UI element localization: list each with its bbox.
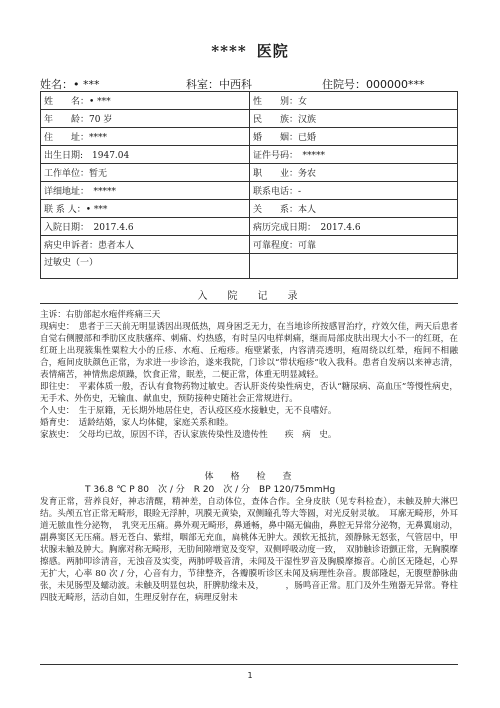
table-cell: 联 系 人：• ***: [41, 200, 250, 218]
admission-number-header: [322, 76, 425, 92]
table-cell: [250, 254, 458, 279]
hospital-title: [0, 40, 500, 61]
dept-label: 科室：: [186, 78, 219, 91]
table-row: [41, 92, 458, 110]
table-cell: 姓 名：• ***: [41, 92, 250, 110]
history-section: [40, 309, 458, 441]
table-cell: 可靠程度：可靠: [250, 236, 458, 254]
table-cell: 证件号码： *****: [250, 146, 458, 164]
exam-findings: 发育正常，营养良好，神志清醒，精神差，自动体位，查体合作。全身皮肤（见专科检查），未触及肿大淋巴结。头颅五官正常无畸形，眼睑无浮肿，巩膜无黄染，双侧瞳孔等大等圆，对光反射灵敏。 耳廓无畸形，外耳道无脓血性分泌物， 乳突无压痛。鼻外观无畸形，鼻通畅，鼻中隔无偏曲，鼻腔无异常分泌物，无鼻翼扇动，副鼻窦区无压痛。唇无苍白、紫绀，咽部无充血，扁桃体无肿大。颈软无抵抗，颈静脉无怒张，气管居中，甲状腺未触及肿大。胸廓对称无畸形，无肋间隙增宽及变窄，双侧呼吸动度一致， 双肺触诊语颤正常，无胸膜摩擦感。两肺叩诊清音，无浊音及实变，两肺呼吸音清，未闻及干湿性罗音及胸膜摩擦音。心前区无隆起，心界无扩大，心率 80 次 / 分，心音有力，节律整齐，各瓣膜听诊区未闻及病理性杂音。腹部隆起，无腹壁静脉曲张，未见肠型及蠕动波。未触及明显包块，肝脾肋缘未及， ，肠鸣音正常。肛门及外生殖器无异常。脊柱四肢无畸形，活动自如，生理反射存在，病理反射未: [40, 497, 458, 603]
table-row: [41, 128, 458, 146]
table-row: [41, 164, 458, 182]
table-cell: 工作单位：暂无: [41, 164, 250, 182]
table-cell: 联系电话：-: [250, 182, 458, 200]
table-cell: 性 别：女: [250, 92, 458, 110]
name-label: 姓名：: [40, 78, 73, 91]
table-cell: 婚 姻：已婚: [250, 128, 458, 146]
table-cell: 民 族：汉族: [250, 110, 458, 128]
table-cell: 年 龄：70 岁: [41, 110, 250, 128]
present-illness: 现病史： 患者于三天前无明显诱因出现低热，周身困乏无力，在当地诊所按感冒治疗，疗效欠佳，两天后患者自觉右侧腰部和季肋区皮肤瘙痒、刺痛、灼热感，有时呈闪电样刺痛，继而局部皮肤出现大小不一的红斑，在红斑上出现簇集性粟粒大小的丘疹、水疱、丘疱疹。疱壁紧张，内容清亮透明，疱周绕以红晕，疱间不相融合，疱间皮肤颜色正常，为求进一步诊治，遂来我院，门诊以“带状疱疹”收入我科。患者自发病以来神志清，表情痛苦，神情焦虑烦躁，饮食正常，眠差，二便正常，体重无明显减轻。: [40, 322, 458, 380]
dept-value: 中西科: [219, 78, 252, 91]
department-header: [186, 76, 252, 92]
table-row: [41, 236, 458, 254]
admit-no-label: 住院号：: [322, 78, 366, 91]
chief-complaint: 主诉：右肋部起水疱伴疼痛三天: [40, 310, 161, 320]
table-row: [41, 182, 458, 200]
table-row: [41, 110, 458, 128]
table-row: [41, 200, 458, 218]
patient-name-header: [40, 76, 100, 92]
table-cell: 详细地址： *****: [41, 182, 250, 200]
family-history: 家族史： 父母均已故，原因不详，否认家族传染性及遗传性 疾 病 史。: [40, 430, 337, 440]
table-row: [41, 254, 458, 279]
admission-record-title: 入 院 记 录: [197, 291, 303, 302]
past-history: 即往史： 平素体质一般，否认有食物药物过敏史。否认肝炎传染性病史，否认“糖尿病、高血压”等慢性病史，无手术、外伤史，无输血、献血史，预防接种史随社会正常规进行。: [40, 382, 458, 404]
table-cell: 病历完成日期： 2017.4.6: [250, 218, 458, 236]
marital-history: 婚育史： 适龄结婚，家人均体健，家庭关系和睦。: [40, 418, 234, 428]
table-cell: 关 系：本人: [250, 200, 458, 218]
table-row: [41, 146, 458, 164]
table-cell: 入院日期： 2017.4.6: [41, 218, 250, 236]
exam-section: [40, 496, 458, 604]
table-cell: 住 址：****: [41, 128, 250, 146]
footer-divider: [40, 664, 458, 665]
page-number: 1: [247, 671, 253, 680]
table-cell: 过敏史（一）: [41, 254, 250, 279]
personal-history: 个人史： 生于原籍，无长期外地居住史，否认疫区疫水接触史，无不良嗜好。: [40, 406, 337, 416]
vital-signs: T 36.8 ℃ P 80 次 / 分 R 20 次 / 分 BP 120/75mmHg: [85, 485, 336, 495]
table-cell: 职 业：务农: [250, 164, 458, 182]
hospital-name: 医院: [256, 42, 289, 60]
table-cell: 病史申诉者：患者本人: [41, 236, 250, 254]
table-row: [41, 218, 458, 236]
name-value: • ***: [73, 78, 100, 91]
section-divider: [40, 303, 458, 304]
admit-no-value: 000000***: [366, 78, 425, 91]
physical-exam-title: 体 格 检 查: [204, 472, 296, 482]
hospital-stars: ****: [211, 42, 247, 60]
patient-info-table: [40, 91, 458, 279]
table-cell: 出生日期: 1947.04: [41, 146, 250, 164]
